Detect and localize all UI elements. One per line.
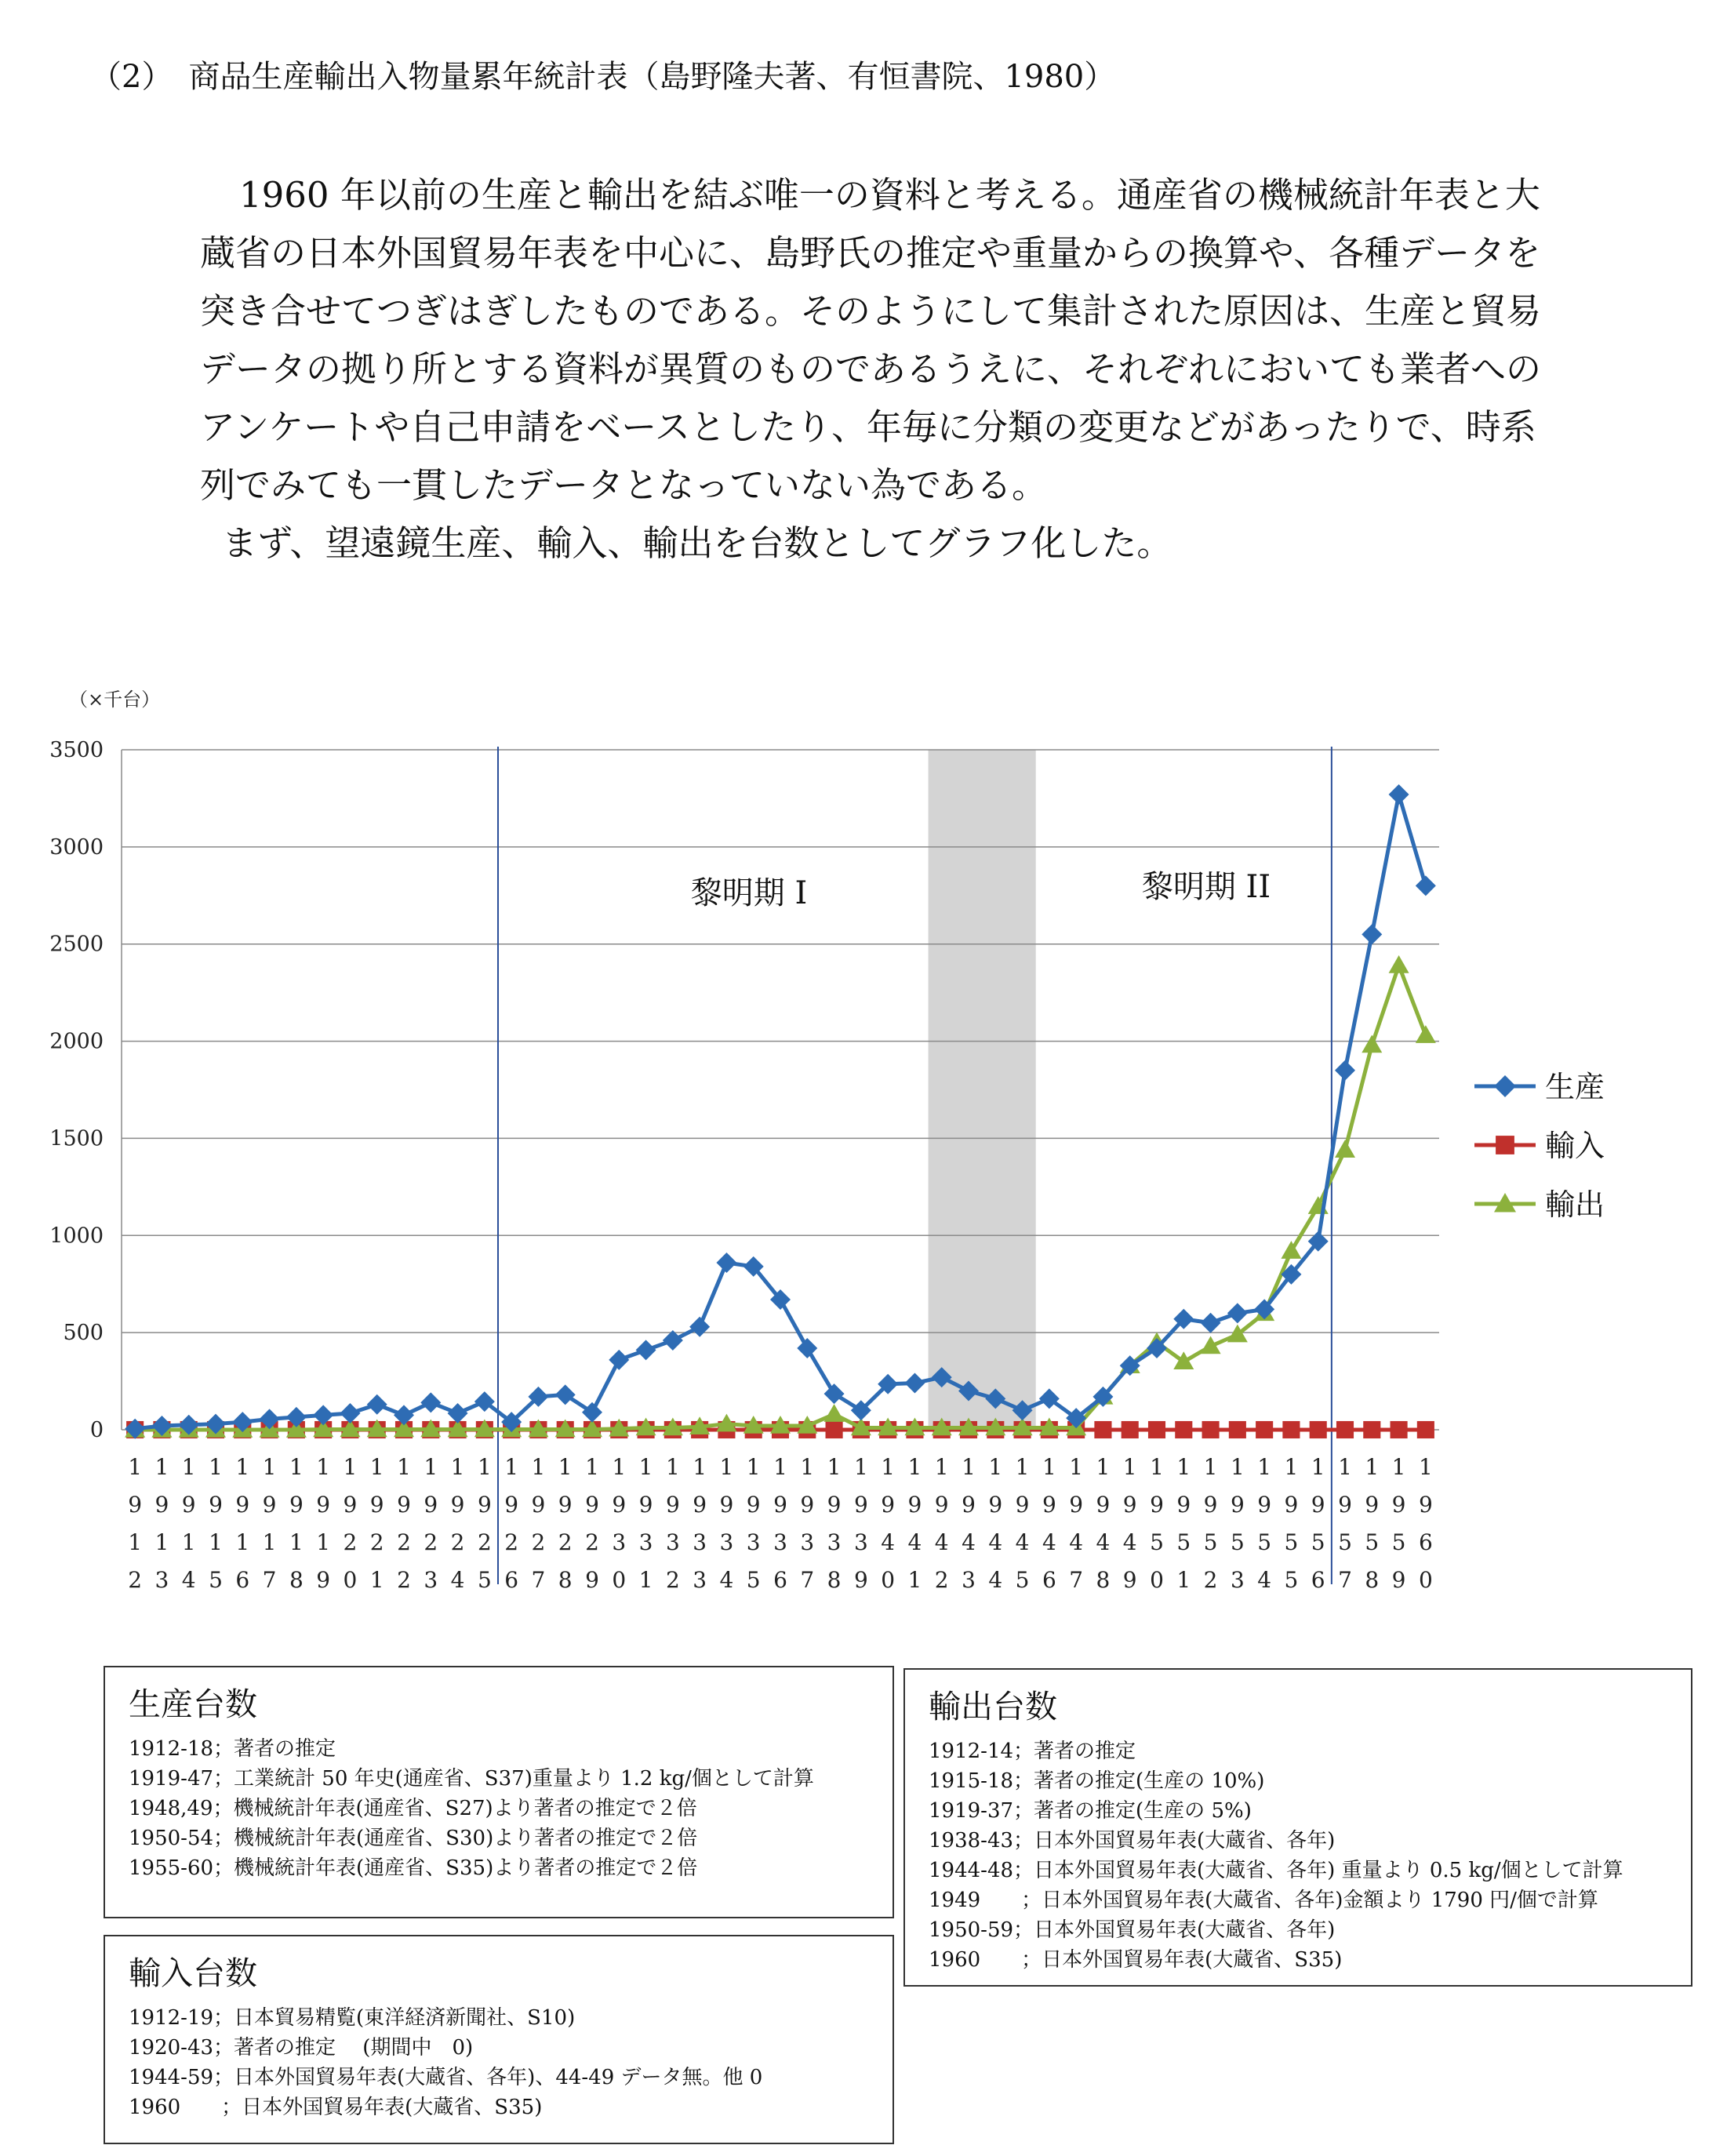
x-tick-label: 1 9 4 6 — [1042, 1454, 1056, 1593]
data-point-square — [1256, 1421, 1273, 1438]
import-note: 1912-19；日本貿易精覧(東洋経済新聞社、S10) — [129, 2006, 576, 2030]
data-point-diamond — [448, 1403, 468, 1423]
import-note: 1960 ；日本外国貿易年表(大蔵省、S35) — [129, 2096, 543, 2119]
export-note: 1938-43；日本外国貿易年表(大蔵省、各年) — [929, 1829, 1336, 1852]
data-point-triangle — [1416, 1025, 1436, 1043]
legend-label: 輸出 — [1545, 1187, 1605, 1222]
x-tick-label: 1 9 2 1 — [369, 1454, 384, 1593]
x-tick-label: 1 9 5 6 — [1311, 1454, 1325, 1593]
y-tick-label: 0 — [89, 1418, 104, 1442]
data-point-square — [1363, 1421, 1380, 1438]
x-tick-label: 1 9 5 3 — [1230, 1454, 1245, 1593]
data-point-triangle — [1389, 955, 1409, 973]
x-tick-label: 1 9 2 2 — [397, 1454, 411, 1593]
data-point-square — [1391, 1421, 1408, 1438]
data-point-diamond — [1201, 1313, 1221, 1333]
import-note: 1944-59；日本外国貿易年表(大蔵省、各年)、44-49 データ無。他 0 — [129, 2066, 763, 2089]
import-notes-list — [129, 2003, 893, 2122]
x-tick-label: 1 9 2 9 — [585, 1454, 599, 1593]
x-tick-label: 1 9 4 5 — [1015, 1454, 1030, 1593]
x-tick-label: 1 9 4 9 — [1122, 1454, 1137, 1593]
data-point-square — [1094, 1421, 1111, 1438]
x-tick-label: 1 9 3 9 — [853, 1454, 868, 1593]
x-tick-label: 1 9 3 3 — [693, 1454, 707, 1593]
x-tick-label: 1 9 1 5 — [209, 1454, 223, 1593]
body-text — [200, 166, 1565, 573]
data-point-triangle — [1335, 1140, 1355, 1158]
production-notes-title: 生産台数 — [129, 1685, 257, 1723]
x-tick-label: 1 9 1 2 — [128, 1454, 143, 1593]
x-tick-label: 1 9 3 4 — [719, 1454, 734, 1593]
x-tick-label: 1 9 2 4 — [450, 1454, 465, 1593]
export-note: 1912-14；著者の推定 — [929, 1740, 1136, 1763]
x-tick-label: 1 9 1 3 — [155, 1454, 169, 1593]
data-point-diamond — [609, 1350, 629, 1370]
x-tick-label: 1 9 4 2 — [934, 1454, 949, 1593]
export-notes-list — [929, 1736, 1691, 1975]
y-tick-label: 500 — [63, 1321, 104, 1346]
x-tick-label: 1 9 3 8 — [827, 1454, 842, 1593]
export-notes-title: 輸出台数 — [929, 1688, 1057, 1725]
export-note: 1944-48；日本外国貿易年表(大蔵省、各年) 重量より 0.5 kg/個として計算 — [929, 1859, 1623, 1882]
x-tick-label: 1 9 5 1 — [1176, 1454, 1191, 1593]
data-point-square — [1282, 1421, 1300, 1438]
production-notes-box — [104, 1666, 894, 1918]
data-point-diamond — [663, 1330, 683, 1351]
export-notes-box — [903, 1668, 1692, 1987]
production-note: 1950-54；機械統計年表(通産省、S30)より著者の推定で２倍 — [129, 1827, 698, 1850]
series-line-triangle — [135, 965, 1426, 1430]
data-point-diamond — [716, 1253, 736, 1273]
x-tick-label: 1 9 5 5 — [1284, 1454, 1299, 1593]
x-tick-label: 1 9 4 8 — [1096, 1454, 1111, 1593]
export-note: 1949 ；日本外国貿易年表(大蔵省、各年)金額より 1790 円/個で計算 — [929, 1889, 1598, 1912]
x-tick-label: 1 9 1 9 — [316, 1454, 331, 1593]
data-point-diamond — [1416, 875, 1436, 896]
x-tick-label: 1 9 3 6 — [773, 1454, 787, 1593]
y-tick-label: 1000 — [49, 1223, 104, 1249]
legend-marker — [1496, 1136, 1514, 1154]
x-tick-label: 1 9 3 1 — [638, 1454, 653, 1593]
data-point-diamond — [420, 1392, 441, 1412]
production-notes-list — [129, 1734, 893, 1883]
x-tick-label: 1 9 3 7 — [800, 1454, 815, 1593]
y-tick-label: 3000 — [49, 834, 104, 860]
import-notes-title: 輸入台数 — [129, 1954, 257, 1992]
import-note: 1920-43；著者の推定 (期間中 0) — [129, 2036, 474, 2060]
x-tick-label: 1 9 1 8 — [289, 1454, 304, 1593]
data-point-square — [1122, 1421, 1139, 1438]
data-point-square — [1310, 1421, 1327, 1438]
data-point-diamond — [1362, 924, 1382, 944]
data-point-square — [1148, 1421, 1165, 1438]
data-point-diamond — [1335, 1060, 1355, 1081]
export-note: 1919-37；著者の推定(生産の 5%) — [929, 1799, 1252, 1823]
data-point-diamond — [689, 1317, 710, 1337]
data-point-triangle — [1281, 1241, 1301, 1259]
data-point-square — [1336, 1421, 1354, 1438]
x-tick-label: 1 9 5 8 — [1365, 1454, 1380, 1593]
production-note: 1948,49；機械統計年表(通産省、S27)より著者の推定で２倍 — [129, 1797, 697, 1820]
legend-marker — [1494, 1075, 1516, 1097]
x-tick-label: 1 9 4 7 — [1069, 1454, 1084, 1593]
data-point-diamond — [636, 1340, 656, 1360]
data-point-triangle — [1362, 1035, 1382, 1053]
data-point-diamond — [340, 1403, 360, 1423]
data-point-diamond — [367, 1394, 387, 1415]
x-tick-label: 1 9 6 0 — [1418, 1454, 1433, 1593]
data-point-diamond — [1389, 784, 1409, 805]
paragraph-2: まず、望遠鏡生産、輸入、輸出を台数としてグラフ化した。 — [222, 522, 1172, 564]
data-point-diamond — [824, 1383, 845, 1404]
data-point-square — [826, 1421, 843, 1438]
x-tick-label: 1 9 5 9 — [1391, 1454, 1406, 1593]
x-tick-label: 1 9 3 5 — [746, 1454, 761, 1593]
x-tick-label: 1 9 5 7 — [1338, 1454, 1352, 1593]
y-tick-label: 2500 — [49, 932, 104, 957]
data-point-triangle — [824, 1404, 845, 1422]
import-notes-box — [104, 1935, 894, 2144]
data-point-diamond — [797, 1338, 817, 1358]
export-note: 1950-59；日本外国貿易年表(大蔵省、各年) — [929, 1918, 1336, 1942]
data-point-diamond — [1227, 1303, 1248, 1323]
period-annotation: 黎明期 II — [1141, 869, 1271, 905]
production-note: 1919-47；工業統計 50 年史(通産省、S37)重量より 1.2 kg/個として計算 — [129, 1767, 814, 1791]
x-tick-label: 1 9 4 0 — [881, 1454, 896, 1593]
y-tick-label: 1500 — [49, 1126, 104, 1151]
legend-label: 輸入 — [1545, 1129, 1605, 1163]
x-tick-label: 1 9 2 7 — [531, 1454, 546, 1593]
data-point-diamond — [904, 1373, 925, 1394]
production-note: 1912-18；著者の推定 — [129, 1737, 336, 1761]
telescope-trade-chart — [0, 674, 1716, 1616]
data-point-diamond — [555, 1384, 576, 1405]
data-point-diamond — [582, 1402, 602, 1423]
y-unit-label: （×千台） — [69, 689, 161, 711]
x-tick-label: 1 9 2 6 — [504, 1454, 519, 1593]
x-tick-label: 1 9 4 1 — [907, 1454, 922, 1593]
legend-label: 生産 — [1545, 1070, 1605, 1104]
x-tick-label: 1 9 3 2 — [665, 1454, 680, 1593]
data-point-square — [1202, 1421, 1220, 1438]
paragraph-1: 1960 年以前の生産と輸出を結ぶ唯一の資料と考える。通産省の機械統計年表と大蔵省の日本外国貿易年表を中心に、島野氏の推定や重量からの換算や、各種データを突き合せてつぎはぎしたものである。そのようにして集計された原因は、生産と貿易データの拠り所とする資料が異質のものであるうえに、それぞれにおいても業者へのアンケートや自己申請をベースとしたり、年毎に分類の変更などがあったりで、時系列でみても一貫したデータとなっていない為である。 — [200, 174, 1542, 506]
x-tick-label: 1 9 2 3 — [424, 1454, 438, 1593]
x-tick-label: 1 9 3 0 — [612, 1454, 627, 1593]
x-tick-label: 1 9 1 7 — [262, 1454, 277, 1593]
x-tick-label: 1 9 4 3 — [962, 1454, 976, 1593]
data-point-square — [1417, 1421, 1434, 1438]
x-tick-label: 1 9 2 0 — [343, 1454, 358, 1593]
x-tick-label: 1 9 2 5 — [477, 1454, 492, 1593]
x-tick-label: 1 9 1 4 — [181, 1454, 196, 1593]
production-note: 1955-60；機械統計年表(通産省、S35)より著者の推定で２倍 — [129, 1856, 698, 1880]
data-point-square — [1175, 1421, 1192, 1438]
x-tick-label: 1 9 2 8 — [558, 1454, 573, 1593]
section-heading: （2） 商品生産輸出入物量累年統計表（島野隆夫著、有恒書院、1980） — [90, 59, 1116, 95]
x-tick-label: 1 9 4 4 — [988, 1454, 1003, 1593]
x-tick-label: 1 9 5 2 — [1203, 1454, 1218, 1593]
data-point-square — [1229, 1421, 1246, 1438]
export-note: 1960 ；日本外国貿易年表(大蔵省、S35) — [929, 1948, 1343, 1972]
export-note: 1915-18；著者の推定(生産の 10%) — [929, 1769, 1265, 1793]
x-tick-label: 1 9 5 4 — [1257, 1454, 1272, 1593]
x-tick-label: 1 9 1 6 — [235, 1454, 250, 1593]
y-tick-label: 2000 — [49, 1029, 104, 1054]
period-annotation: 黎明期 I — [690, 875, 808, 911]
shaded-period — [929, 750, 1036, 1430]
y-tick-label: 3500 — [49, 738, 104, 762]
x-tick-label: 1 9 5 0 — [1150, 1454, 1164, 1593]
